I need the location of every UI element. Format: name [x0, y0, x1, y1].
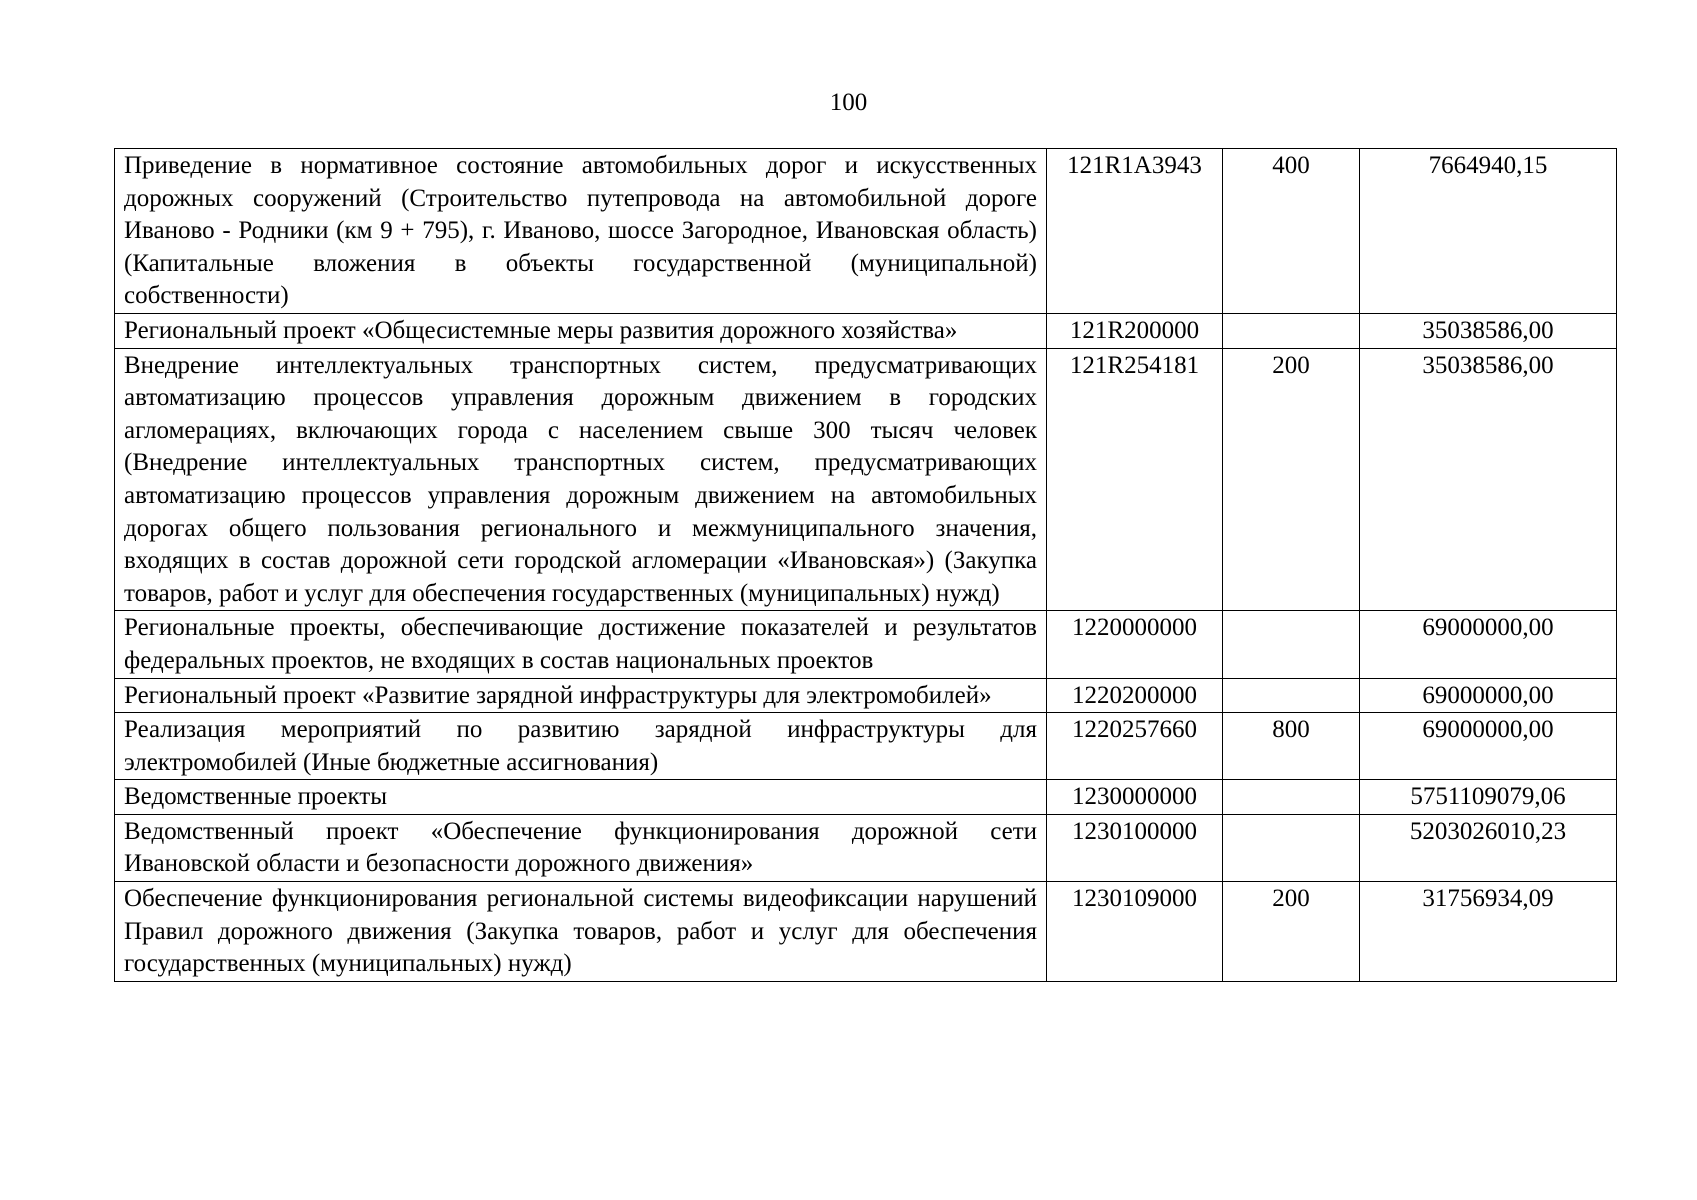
row-target-code: 1220200000 — [1047, 678, 1223, 713]
row-expense-type: 200 — [1223, 348, 1360, 611]
row-description: Региональный проект «Развитие зарядной инфраструктуры для электромобилей» — [115, 678, 1047, 713]
row-amount: 69000000,00 — [1360, 678, 1617, 713]
row-expense-type — [1223, 678, 1360, 713]
row-expense-type: 200 — [1223, 882, 1360, 982]
table-row — [115, 313, 1617, 348]
row-description: Региональный проект «Общесистемные меры развития дорожного хозяйства» — [115, 313, 1047, 348]
row-target-code: 121R200000 — [1047, 313, 1223, 348]
row-amount: 69000000,00 — [1360, 611, 1617, 678]
budget-table-body — [115, 149, 1617, 982]
row-target-code: 121R1A3943 — [1047, 149, 1223, 314]
row-amount: 7664940,15 — [1360, 149, 1617, 314]
row-amount: 35038586,00 — [1360, 313, 1617, 348]
row-target-code: 1230100000 — [1047, 814, 1223, 881]
row-expense-type — [1223, 780, 1360, 815]
row-target-code: 1220257660 — [1047, 713, 1223, 780]
row-expense-type — [1223, 814, 1360, 881]
budget-table — [114, 148, 1617, 982]
row-target-code: 1220000000 — [1047, 611, 1223, 678]
row-expense-type — [1223, 313, 1360, 348]
row-target-code: 1230000000 — [1047, 780, 1223, 815]
row-description: Обеспечение функционирования региональной системы видеофиксации нарушений Правил дорожного движения (Закупка товаров, работ и услуг для обеспечения государственных (муниципальных) нужд) — [115, 882, 1047, 982]
row-expense-type — [1223, 611, 1360, 678]
row-expense-type: 400 — [1223, 149, 1360, 314]
page-number: 100 — [829, 89, 868, 116]
row-description: Внедрение интеллектуальных транспортных систем, предусматривающих автоматизацию процессов управления дорожным движением в городских агломерациях, включающих города с населением свыше 300 тысяч человек (Внедрение интеллектуальных транспортных систем, предусматривающих автоматизацию процессов управления дорожным движением на автомобильных дорогах общего пользования регионального и межмуниципального значения, входящих в состав дорожной сети городской агломерации «Ивановская») (Закупка товаров, работ и услуг для обеспечения государственных (муниципальных) нужд) — [115, 348, 1047, 611]
table-row — [115, 678, 1617, 713]
row-amount: 5751109079,06 — [1360, 780, 1617, 815]
table-row — [115, 882, 1617, 982]
row-amount: 69000000,00 — [1360, 713, 1617, 780]
row-description: Реализация мероприятий по развитию зарядной инфраструктуры для электромобилей (Иные бюджетные ассигнования) — [115, 713, 1047, 780]
row-amount: 31756934,09 — [1360, 882, 1617, 982]
row-amount: 35038586,00 — [1360, 348, 1617, 611]
row-amount: 5203026010,23 — [1360, 814, 1617, 881]
table-row — [115, 814, 1617, 881]
row-target-code: 1230109000 — [1047, 882, 1223, 982]
row-description: Региональные проекты, обеспечивающие достижение показателей и результатов федеральных проектов, не входящих в состав национальных проектов — [115, 611, 1047, 678]
row-description: Приведение в нормативное состояние автомобильных дорог и искусственных дорожных сооружений (Строительство путепровода на автомобильной дороге Иваново - Родники (км 9 + 795), г. Иваново, шоссе Загородное, Ивановская область) (Капитальные вложения в объекты государственной (муниципальной) собственности) — [115, 149, 1047, 314]
table-row — [115, 611, 1617, 678]
row-expense-type: 800 — [1223, 713, 1360, 780]
row-description: Ведомственный проект «Обеспечение функционирования дорожной сети Ивановской области и безопасности дорожного движения» — [115, 814, 1047, 881]
row-description: Ведомственные проекты — [115, 780, 1047, 815]
row-target-code: 121R254181 — [1047, 348, 1223, 611]
table-row — [115, 713, 1617, 780]
table-row — [115, 348, 1617, 611]
table-row — [115, 149, 1617, 314]
table-row — [115, 780, 1617, 815]
